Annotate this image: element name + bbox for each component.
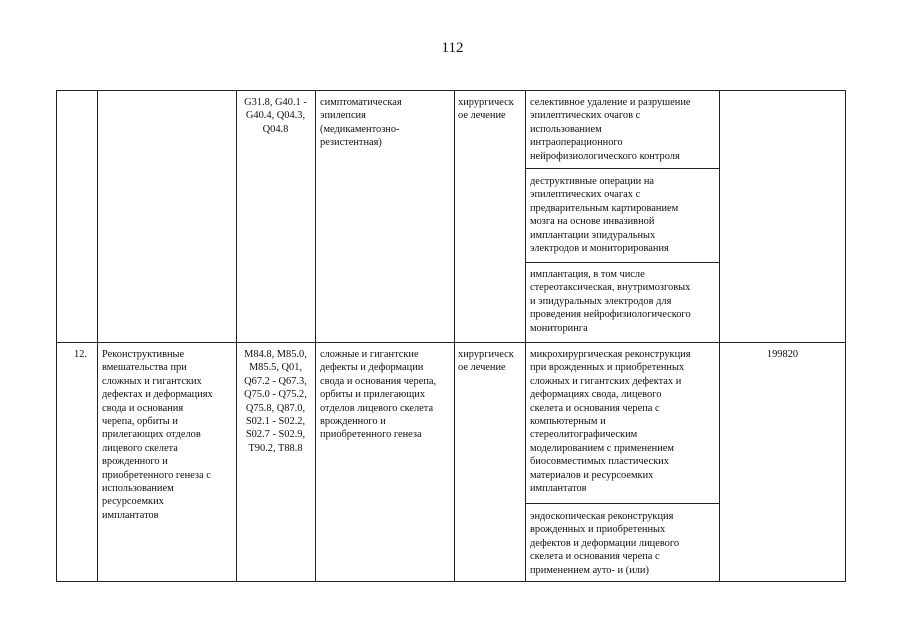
cell-treatment-type: хирургическ ое лечение	[458, 349, 514, 374]
cell-codes: G31.8, G40.1 - G40.4, Q04.3, Q04.8	[244, 97, 307, 135]
table-border-bottom	[56, 581, 846, 582]
column-divider	[97, 90, 98, 582]
column-divider	[315, 90, 316, 582]
cell-row-number: 12.	[74, 349, 87, 360]
cell-method: микрохирургическая реконструкция при врожденных и приобретенных сложных и гигантских дефектах и деформациях свода, лицевого скелета и основания черепа с компьютерным и стереолитографическим моделированием с применением биосовместимых пластических материалов и ресурсоемких имплантатов	[530, 349, 691, 495]
table-border-top	[56, 90, 846, 91]
column-divider	[525, 90, 526, 582]
column-divider	[719, 90, 720, 582]
cell-diagnosis: симптоматическая эпилепсия (медикаментозно- резистентная)	[320, 97, 402, 149]
cell-cost: 199820	[766, 349, 799, 360]
cell-intervention-name: Реконструктивные вмешательства при сложных и гигантских дефектах и деформациях свода и основания черепа, орбиты и прилегающих отделов лицевого скелета врожденного и приобретенного генеза с использованием ресурсоемких имплантатов	[102, 349, 213, 521]
method-divider	[525, 262, 720, 263]
table-border-left	[56, 90, 57, 582]
column-divider	[454, 90, 455, 582]
column-divider	[236, 90, 237, 582]
cell-method: деструктивные операции на эпилептических очагах с предварительным картированием мозга на основе инвазивной имплантации эпидуральных электродов и мониторирования	[530, 176, 679, 255]
cell-method: имплантация, в том числе стереотаксическая, внутримозговых и эпидуральных электродов для проведения нейрофизиологического мониторинга	[530, 269, 691, 334]
table-border-right	[845, 90, 846, 582]
cell-codes: M84.8, M85.0, M85.5, Q01, Q67.2 - Q67.3, Q75.0 - Q75.2, Q75.8, Q87.0, S02.1 - S02.2, S02.7 - S02.9, T90.2, T88.8	[244, 349, 307, 454]
cell-method: эндоскопическая реконструкция врожденных и приобретенных дефектов и деформации лицевого скелета и основания черепа с применением ауто- и (или)	[530, 511, 680, 576]
cell-diagnosis: сложные и гигантские дефекты и деформации свода и основания черепа, орбиты и прилегающих отделов лицевого скелета врожденного и приобретенного генеза	[320, 349, 437, 441]
method-divider	[525, 168, 720, 169]
cell-method: селективное удаление и разрушение эпилептических очагов с использованием интраоперационного нейрофизиологического контроля	[530, 97, 691, 162]
cell-treatment-type: хирургическ ое лечение	[458, 97, 514, 122]
page-number: 112	[441, 40, 464, 56]
method-divider	[525, 503, 720, 504]
row-divider	[56, 342, 846, 343]
